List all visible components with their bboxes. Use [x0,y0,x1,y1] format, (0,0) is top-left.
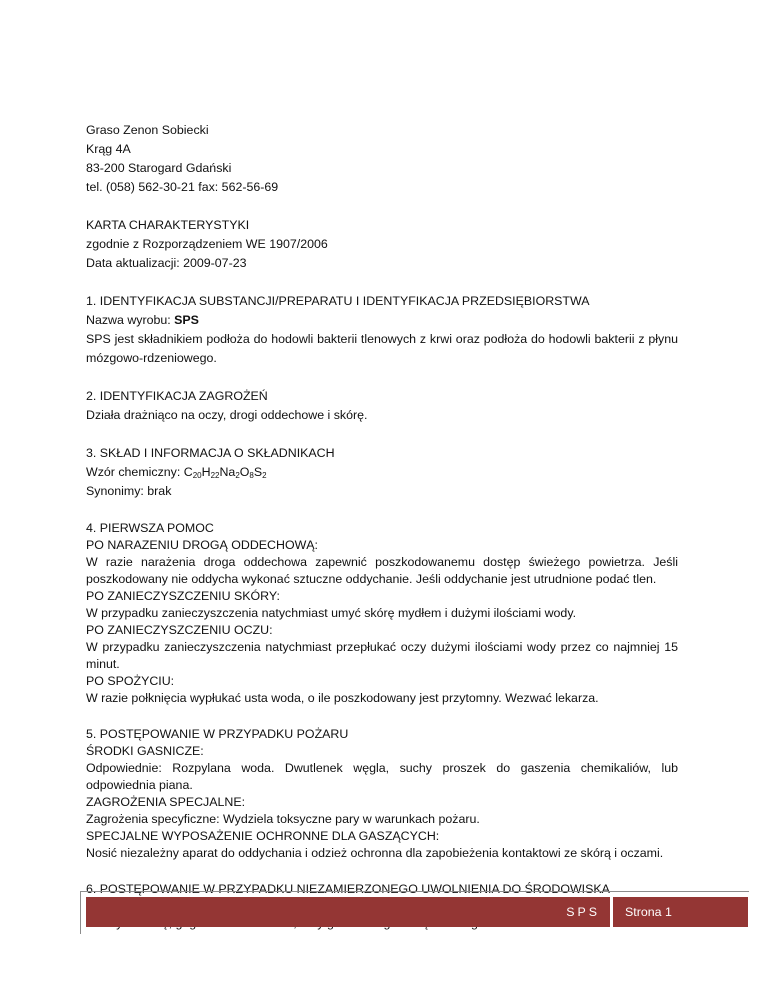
formula-label: Wzór chemiczny: [86,465,184,479]
inhalation-heading: PO NARAZENIU DROGĄ ODDECHOWĄ: [86,538,318,552]
document-body [86,121,678,932]
synonyms: Synonimy: brak [86,484,172,498]
footer-product: SPS [566,905,600,919]
footer-product-cell [86,897,610,927]
skin-text: W przypadku zanieczyszczenia natychmiast umyć skórę mydłem i dużymi ilościami wody. [86,606,577,620]
ingestion-heading: PO SPOŻYCIU: [86,674,175,688]
special-hazards-text: Zagrożenia specyficzne: Wydziela toksyczne pary w warunkach pożaru. [86,812,480,826]
ppe-heading: SPECJALNE WYPOSAŻENIE OCHRONNE DLA GASZĄCYCH: [86,829,440,843]
extinguishing-text: Odpowiednie: Rozpylana woda. Dwutlenek węgla, suchy proszek do gaszenia chemikaliów, lub odpowiednia piana. [86,761,678,792]
section-1 [86,292,678,368]
section-6-heading: 6. POSTĘPOWANIE W PRZYPADKU NIEZAMIERZONEGO UWOLNIENIA DO ŚRODOWISKA [86,882,610,896]
section-5-heading: 5. POSTĘPOWANIE W PRZYPADKU POŻARU [86,727,349,741]
section-3 [86,444,678,501]
section-1-heading: 1. IDENTYFIKACJA SUBSTANCJI/PREPARATU I IDENTYFIKACJA PRZEDSIĘBIORSTWA [86,294,590,308]
section-5 [86,726,678,862]
card-regulation: zgodnie z Rozporządzeniem WE 1907/2006 [86,237,328,251]
company-block [86,121,678,197]
section-4 [86,520,678,707]
footer-page-cell [613,897,748,927]
card-title: KARTA CHARAKTERYSTYKI [86,218,250,232]
page-footer [86,897,748,927]
section-2 [86,387,678,425]
section-2-heading: 2. IDENTYFIKACJA ZAGROŻEŃ [86,389,268,403]
chemical-formula: $C_{20}H_{22}Na_2O_8S_2$ [183,465,267,480]
hazard-text: Działa drażniąco na oczy, drogi oddechowe i skórę. [86,408,368,422]
card-updated: Data aktualizacji: 2009-07-23 [86,256,247,270]
eyes-text: W przypadku zanieczyszczenia natychmiast przepłukać oczy dużymi ilościami wody przez co najmniej 15 minut. [86,640,678,671]
section-3-heading: 3. SKŁAD I INFORMACJA O SKŁADNIKACH [86,446,335,460]
product-line [86,311,678,330]
company-name: Graso Zenon Sobiecki [86,123,209,137]
company-phone: tel. (058) 562-30-21 fax: 562-56-69 [86,180,279,194]
product-name: SPS [174,313,199,327]
product-label: Nazwa wyrobu: [86,313,175,327]
page-number: Strona 1 [625,905,672,919]
company-city: 83-200 Starogard Gdański [86,161,232,175]
extinguishing-heading: ŚRODKI GASNICZE: [86,744,204,758]
company-street: Krąg 4A [86,142,131,156]
section-4-heading: 4. PIERWSZA POMOC [86,521,214,535]
ingestion-text: W razie połknięcia wypłukać usta woda, o ile poszkodowany jest przytomny. Wezwać lekarza. [86,691,599,705]
product-description: SPS jest składnikiem podłoża do hodowli bakterii tlenowych z krwi oraz podłoża do hodowli bakterii z płynu mózgowo-rdzeniowego. [86,332,678,365]
eyes-heading: PO ZANIECZYSZCZENIU OCZU: [86,623,273,637]
skin-heading: PO ZANIECZYSZCZENIU SKÓRY: [86,589,280,603]
ppe-text: Nosić niezależny aparat do oddychania i odzież ochronna dla zapobieżenia kontaktowi ze skórą i oczami. [86,846,664,860]
inhalation-text: W razie narażenia droga oddechowa zapewnić poszkodowanemu dostęp świeżego powietrza. Jeśli poszkodowany nie oddycha wykonać sztuczne oddychanie. Jeśli oddychanie jest utrudnione podać tlen. [86,555,678,586]
card-header [86,216,678,273]
special-hazards-heading: ZAGROŻENIA SPECJALNE: [86,795,246,809]
formula-line [86,463,678,482]
